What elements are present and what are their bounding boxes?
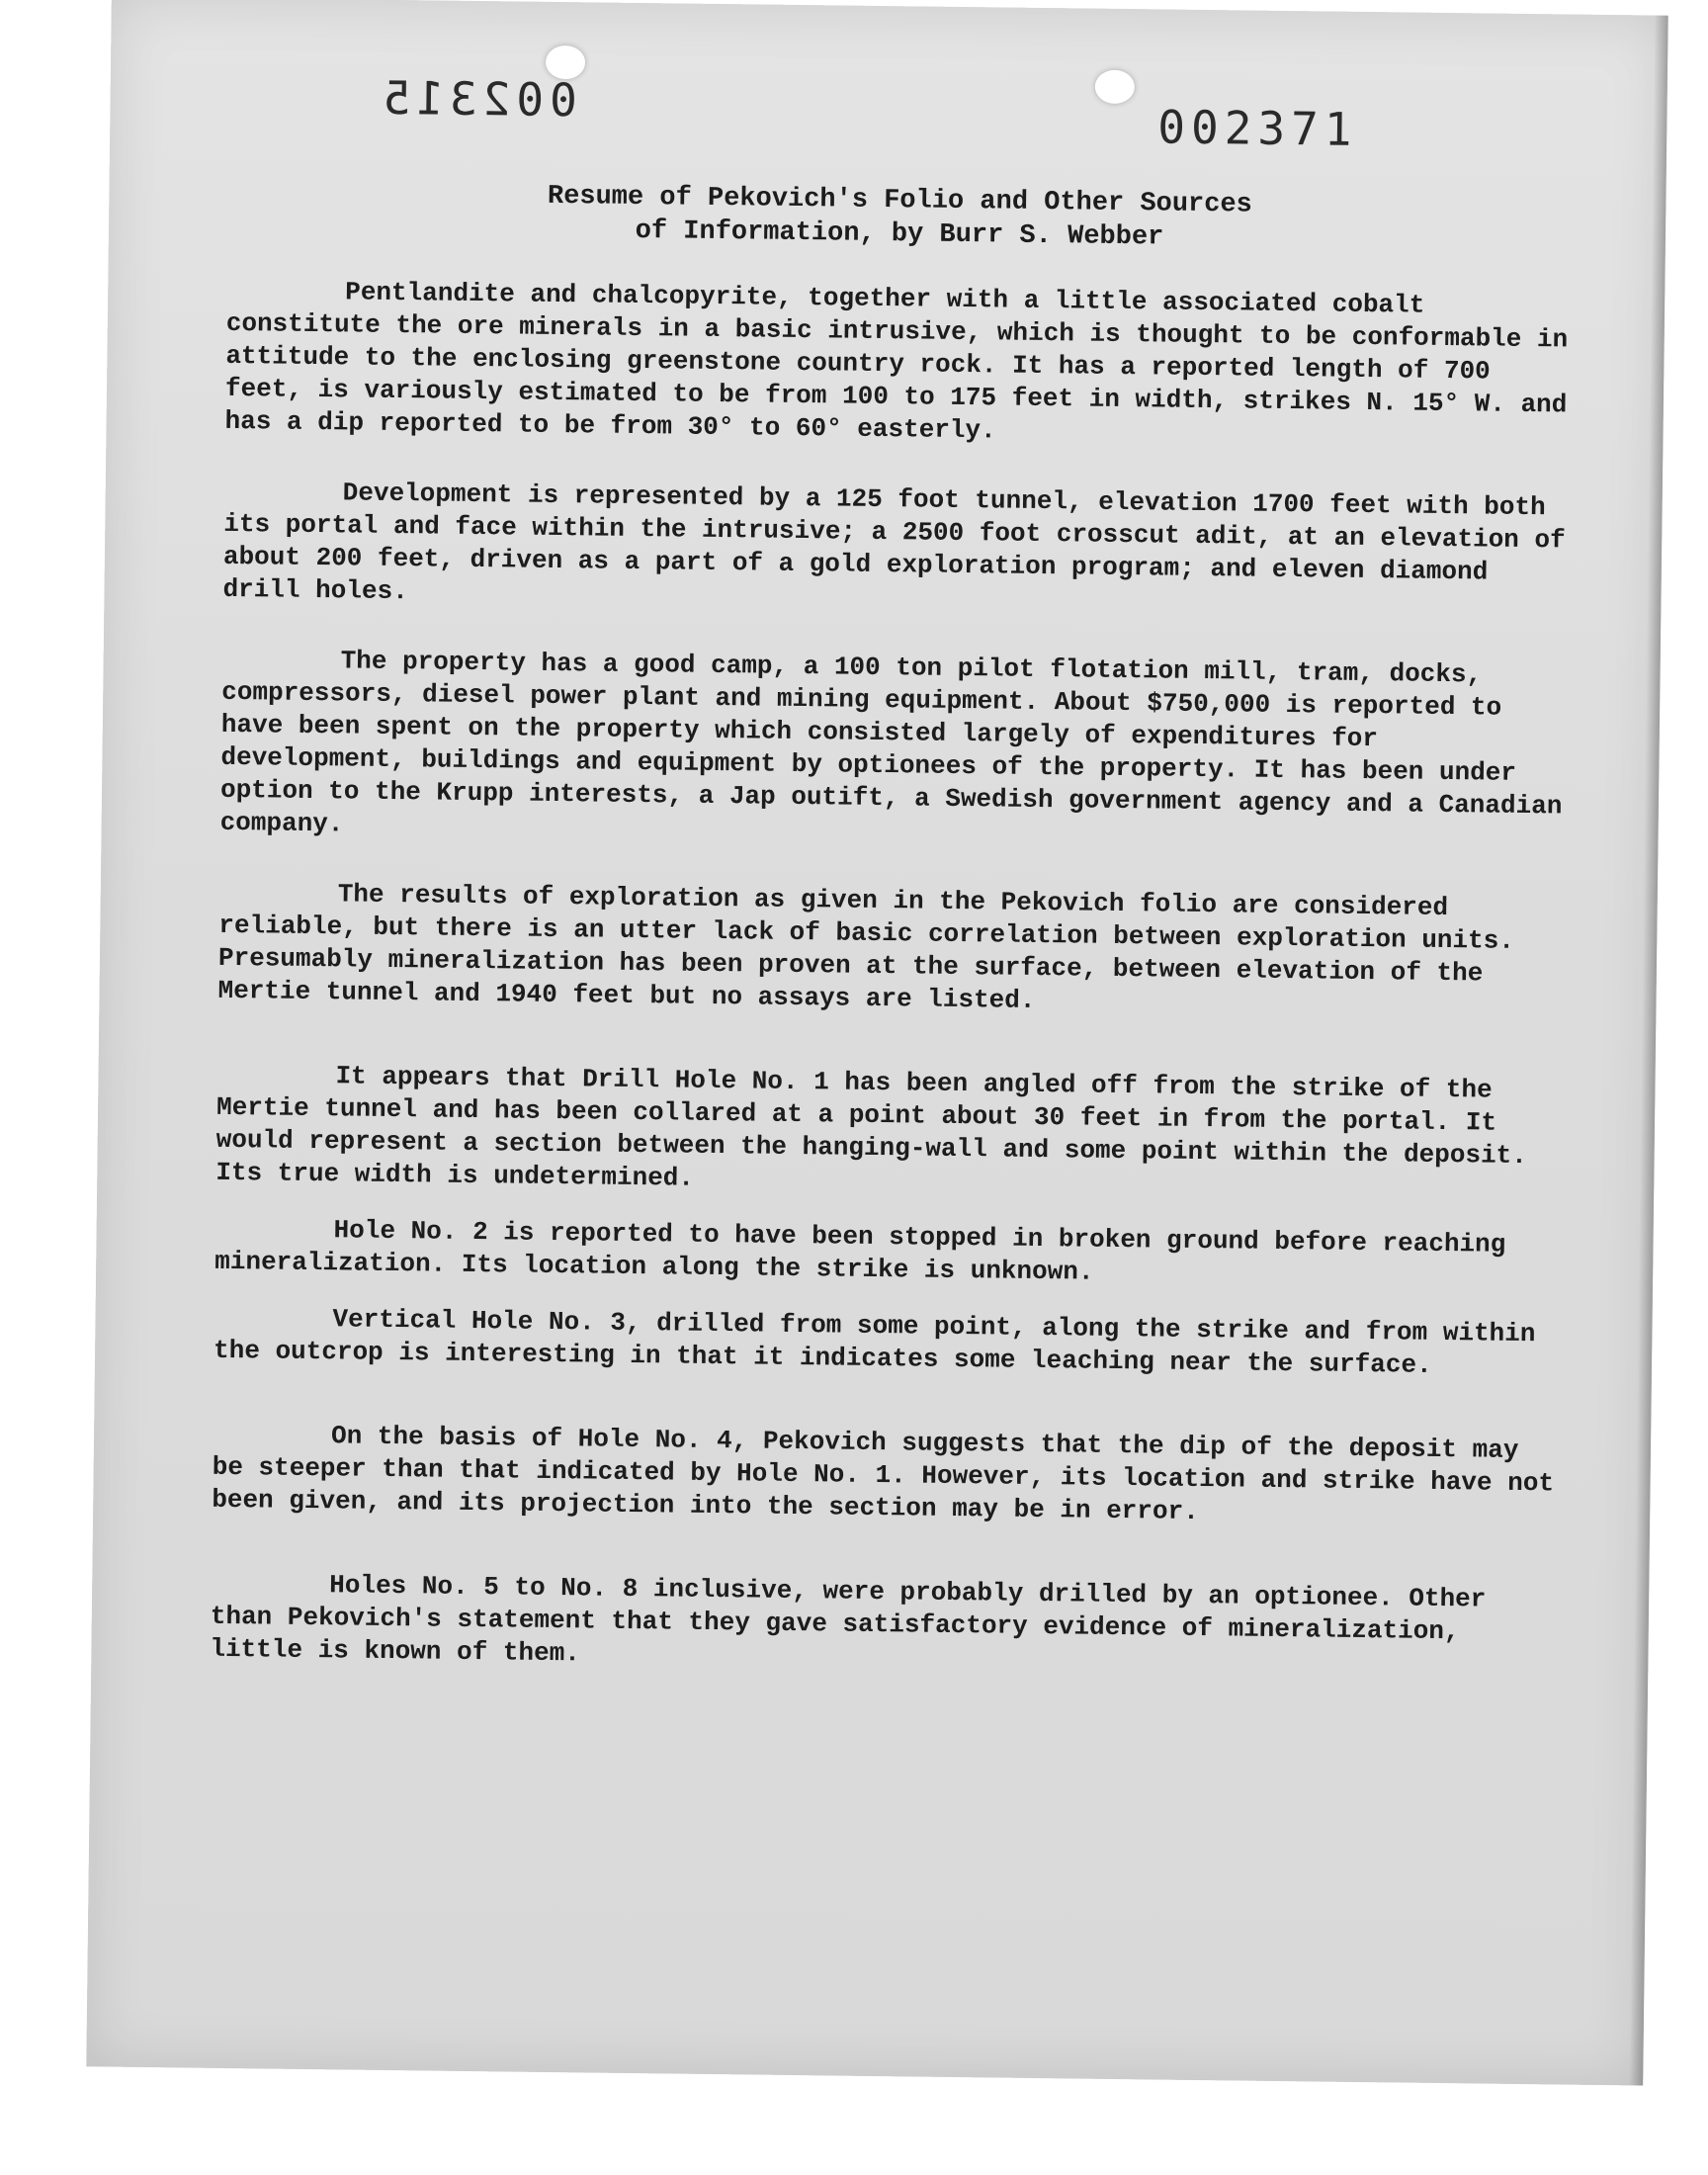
- document-body: [210, 176, 1573, 1719]
- paragraph-development: Development is represented by a 125 foot tunnel, elevation 1700 feet with both its portal and face within the intrusive; a 2500 foot crosscut adit, at an elevation of about 200 feet, driven as a part of a gold exploration program; and eleven diamond drill holes.: [222, 478, 1566, 607]
- paragraph-hole-2: Hole No. 2 is reported to have been stopped in broken ground before reaching mineralization. Its location along the strike is unknown.: [214, 1215, 1506, 1287]
- scanned-page: [86, 0, 1667, 2086]
- paragraph-hole-3: Vertical Hole No. 3, drilled from some point, along the strike and from within the outcrop is interesting in that it indicates some leaching near the surface.: [213, 1304, 1536, 1380]
- paragraph-property: The property has a good camp, a 100 ton pilot flotation mill, tram, docks, compressors, diesel power plant and mining equipment. About $750,000 is reported to have been spent on the property which consisted largely of expenditures for development, buildings and equipment by optionees of the property. It has been under option to the Krupp interests, a Jap outift, a Swedish government agency and a Canadian company.: [219, 646, 1563, 839]
- document-title: [227, 176, 1573, 260]
- title-line-2: of Information, by Burr S. Webber: [635, 216, 1164, 253]
- paragraph-drill-hole-1: It appears that Drill Hole No. 1 has been angled off from the strike of the Mertie tunnel and has been collared at a point about 30 feet in from the portal. It would represent a section between the hanging-wall and some point within the deposit. Its true width is undetermined.: [215, 1061, 1528, 1193]
- paragraph-ore-minerals: Pentlandite and chalcopyrite, together with a little associated cobalt constitute the ore minerals in a basic intrusive, which is thought to be conformable in attitude to the enclosing greenstone country rock. It has a reported length of 700 feet, is variously estimated to be from 100 to 175 feet in width, strikes N. 15° W. and has a dip reported to be from 30° to 60° easterly.: [224, 277, 1569, 446]
- paragraph-holes-5-to-8: Holes No. 5 to No. 8 inclusive, were probably drilled by an optionee. Other than Pekovich's statement that they gave satisfactory evidence of mineralization, little is known of them.: [210, 1570, 1487, 1669]
- document-number-stamp-left: 002315: [377, 70, 578, 128]
- paragraph-exploration-results: The results of exploration as given in the Pekovich folio are considered reliable, but there is an utter lack of basic correlation between exploration units. Presumably mineralization has been proven at the surface, between elevation of the Mertie tunnel and 1940 feet but no assays are listed.: [217, 879, 1515, 1015]
- document-number-stamp-right: 002371: [1156, 100, 1358, 156]
- title-line-1: Resume of Pekovich's Folio and Other Sources: [547, 181, 1252, 220]
- paragraph-hole-4: On the basis of Hole No. 4, Pekovich suggests that the dip of the deposit may be steeper than that indicated by Hole No. 1. However, its location and strike have not been given, and its projection into the section may be in error.: [212, 1421, 1555, 1527]
- punch-hole-right: [1095, 70, 1135, 104]
